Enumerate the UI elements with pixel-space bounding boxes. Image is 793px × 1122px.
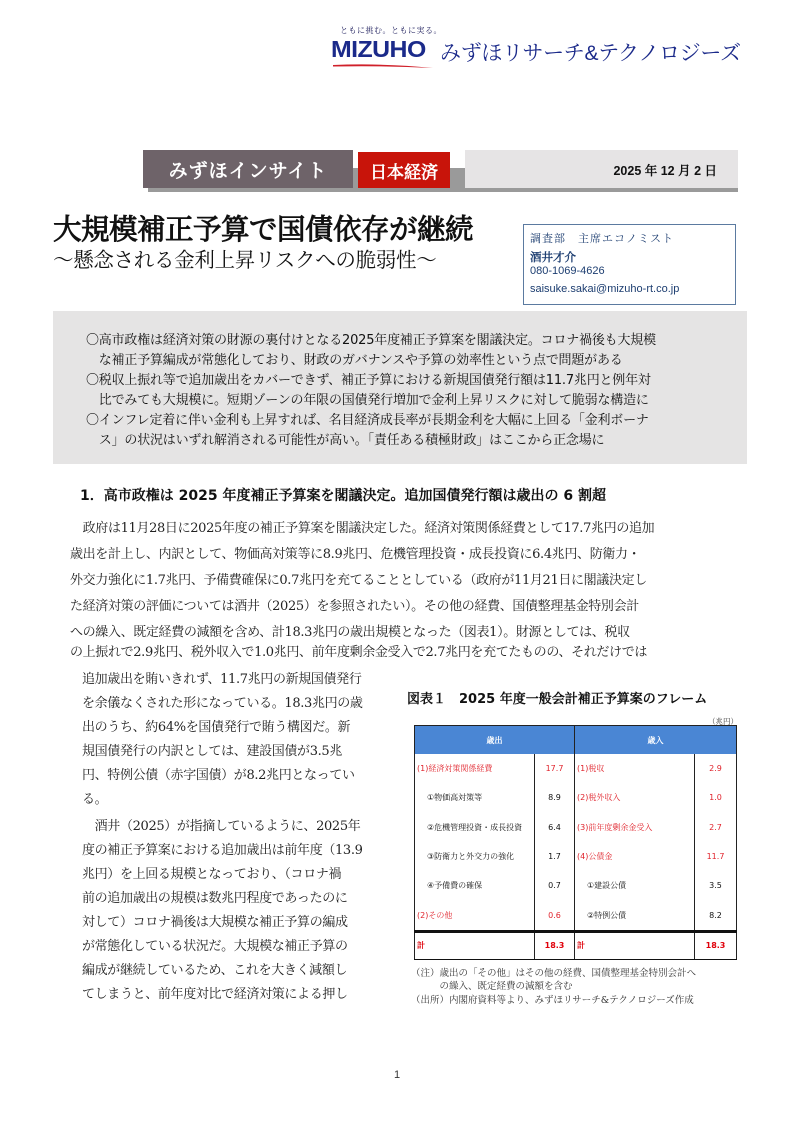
expenditure-label: ②危機管理投資・成長投資 <box>415 813 535 842</box>
body-line: への繰入、既定経費の減額を含め、計18.3兆円の歳出規模となった（図表1）。財源としては、税収 <box>70 625 630 640</box>
column-header-revenue: 歳入 <box>575 726 737 755</box>
body-line: てしまうと、前年度対比で経済対策による押し <box>82 987 348 1002</box>
table-row <box>415 813 737 842</box>
summary-line: ス」の状況はいずれ解消される可能性が高い。「責任ある積極財政」はここから正念場に <box>86 433 605 448</box>
revenue-label: (2)税外収入 <box>575 783 695 812</box>
body-line: 歳出を計上し、内訳として、物価高対策等に8.9兆円、危機管理投資・成長投資に6.4兆円、防衛力・ <box>70 547 641 562</box>
author-phone: 080-1069-4626 <box>530 265 605 277</box>
revenue-value: 11.7 <box>695 842 737 871</box>
logo-tagline: ともに挑む。ともに実る。 <box>340 26 442 35</box>
figure-unit: （兆円） <box>708 717 738 726</box>
body-line: が常態化している状況だ。大規模な補正予算の <box>82 939 348 954</box>
expenditure-label: ①物価高対策等 <box>415 783 535 812</box>
expenditure-label: (1)経済対策関係経費 <box>415 754 535 783</box>
expenditure-value: 8.9 <box>535 783 575 812</box>
revenue-value: 2.9 <box>695 754 737 783</box>
revenue-label: (3)前年度剰余金受入 <box>575 813 695 842</box>
body-line: 対して）コロナ禍後は大規模な補正予算の編成 <box>82 915 348 930</box>
logo-swoosh-icon <box>333 63 433 69</box>
table-row <box>415 783 737 812</box>
body-line: 兆円）を上回る規模となっており、（コロナ禍 <box>82 867 342 882</box>
body-line: 編成が継続しているため、これを大きく減額し <box>82 963 348 978</box>
revenue-value: 1.0 <box>695 783 737 812</box>
body-line: る。 <box>82 792 108 807</box>
expenditure-total-value: 18.3 <box>535 931 575 959</box>
expenditure-label: ④予備費の確保 <box>415 871 535 900</box>
budget-frame-table <box>414 725 737 960</box>
table-row <box>415 842 737 871</box>
body-line: 度の補正予算案における追加歳出は前年度（13.9 <box>82 843 363 858</box>
figure-source: （出所）内閣府資料等より、みずほリサーチ&テクノロジーズ作成 <box>411 995 694 1006</box>
revenue-value: 3.5 <box>695 871 737 900</box>
figure-note: の繰入、既定経費の減額を含む <box>411 981 573 992</box>
revenue-value: 2.7 <box>695 813 737 842</box>
category-badge: 日本経済 <box>358 152 450 188</box>
summary-line: な補正予算編成が常態化しており、財政のガバナンスや予算の効率性という点で問題がある <box>86 353 623 368</box>
revenue-label: ①建設公債 <box>575 871 695 900</box>
summary-box <box>53 311 747 464</box>
expenditure-value: 6.4 <box>535 813 575 842</box>
revenue-label: ②特例公債 <box>575 900 695 931</box>
publication-date: 2025 年 12 月 2 日 <box>613 164 717 178</box>
body-line: 政府は11月28日に2025年度の補正予算案を閣議決定した。経済対策関係経費として17.7兆円の追加 <box>70 521 655 536</box>
body-line: 規国債発行の内訳としては、建設国債が3.5兆 <box>82 744 342 759</box>
body-line: 追加歳出を賄いきれず、11.7兆円の新規国債発行 <box>82 672 362 687</box>
body-line: 外交力強化に1.7兆円、予備費確保に0.7兆円を充てることとしている（政府が11月21日に閣議決定し <box>70 573 647 588</box>
body-line: た経済対策の評価については酒井（2025）を参照されたい）。その他の経費、国債整理基金特別会計 <box>70 599 639 614</box>
author-department: 調査部 主席エコノミスト <box>530 232 674 245</box>
expenditure-total-label: 計 <box>415 931 535 959</box>
summary-line: 〇税収上振れ等で追加歳出をカバーできず、補正予算における新規国債発行額は11.7兆円と例年対 <box>86 373 651 388</box>
table-row <box>415 871 737 900</box>
table-row <box>415 900 737 931</box>
expenditure-value: 17.7 <box>535 754 575 783</box>
body-line: 酒井（2025）が指摘しているように、2025年 <box>82 819 361 834</box>
revenue-total-value: 18.3 <box>695 931 737 959</box>
summary-line: 〇インフレ定着に伴い金利も上昇すれば、名目経済成長率が長期金利を大幅に上回る「金利ボーナ <box>86 413 649 428</box>
figure-table-wrapper <box>414 725 736 960</box>
expenditure-label: (2)その他 <box>415 900 535 931</box>
company-name: みずほリサーチ&テクノロジーズ <box>440 42 741 65</box>
body-line: の上振れで2.9兆円、税外収入で1.0兆円、前年度剰余金受入で2.7兆円を充てたものの、それだけでは <box>70 645 648 660</box>
page-number: 1 <box>394 1069 401 1081</box>
author-email[interactable]: saisuke.sakai@mizuho-rt.co.jp <box>530 283 680 295</box>
page-subtitle: ～懸念される金利上昇リスクへの脆弱性～ <box>53 249 437 272</box>
section-heading: 1．高市政権は 2025 年度補正予算案を閣議決定。追加国債発行額は歳出の 6 割超 <box>80 488 606 504</box>
body-line: を余儀なくされた形になっている。18.3兆円の歳 <box>82 696 363 711</box>
revenue-label: (1)税収 <box>575 754 695 783</box>
expenditure-value: 1.7 <box>535 842 575 871</box>
expenditure-value: 0.6 <box>535 900 575 931</box>
summary-line: 〇高市政権は経済対策の財源の裏付けとなる2025年度補正予算案を閣議決定。コロナ禍後も大規模 <box>86 333 656 348</box>
body-line: 前の追加歳出の規模は数兆円程度であったのに <box>82 891 348 906</box>
table-total-row <box>415 931 737 959</box>
series-label: みずほインサイト <box>143 150 353 188</box>
expenditure-label: ③防衛力と外交力の強化 <box>415 842 535 871</box>
page-title: 大規模補正予算で国債依存が継続 <box>53 214 474 246</box>
figure-note: （注）歳出の「その他」はその他の経費、国債整理基金特別会計へ <box>411 968 697 979</box>
author-name: 酒井才介 <box>530 250 576 264</box>
column-header-expenditure: 歳出 <box>415 726 575 755</box>
summary-line: 比でみても大規模に。短期ゾーンの年限の国債発行増加で金利上昇リスクに対して脆弱な構造に <box>86 393 649 408</box>
figure-title: 図表１ 2025 年度一般会計補正予算案のフレーム <box>407 692 708 707</box>
expenditure-value: 0.7 <box>535 871 575 900</box>
revenue-total-label: 計 <box>575 931 695 959</box>
body-line: 出のうち、約64%を国債発行で賄う構図だ。新 <box>82 720 351 735</box>
revenue-label: (4)公債金 <box>575 842 695 871</box>
table-row <box>415 754 737 783</box>
body-line: 円、特例公債（赤字国債）が8.2兆円となってい <box>82 768 355 783</box>
revenue-value: 8.2 <box>695 900 737 931</box>
mizuho-logo-wordmark: MIZUHO <box>331 36 426 62</box>
